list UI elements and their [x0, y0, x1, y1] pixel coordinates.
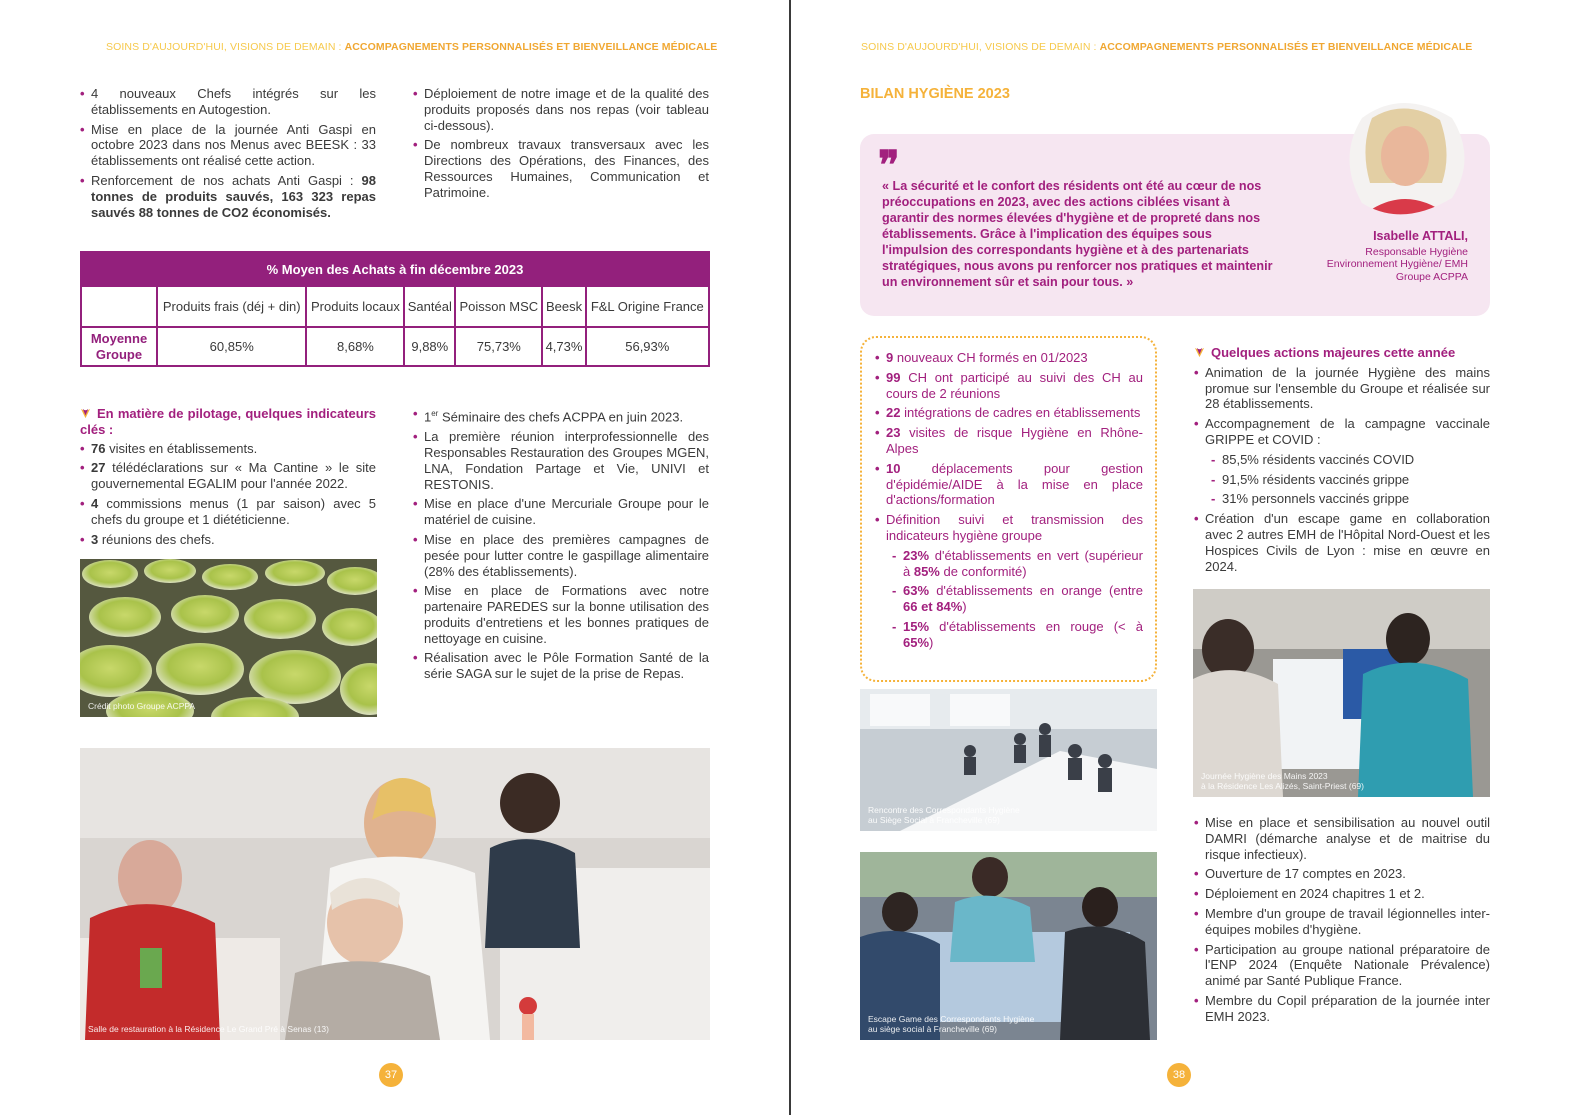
col-header: Beesk: [542, 286, 585, 327]
running-header: SOINS D'AUJOURD'HUI, VISIONS DE DEMAIN : ACCOMPAGNEMENTS PERSONNALISÉS ET BIENVEILLANCE MÉDICALE: [861, 41, 1473, 53]
list-item: • 9 nouveaux CH formés en 01/2023: [875, 350, 1143, 366]
table-cell: 75,73%: [455, 327, 542, 366]
salads-image: [80, 559, 377, 717]
actions-heading: Quelques actions majeures cette année: [1194, 345, 1490, 361]
photo-hand-hygiene: [1193, 589, 1490, 797]
table-cell: 8,68%: [306, 327, 404, 366]
achats-table: [80, 251, 710, 367]
list-item: • 27 télédéclarations sur « Ma Cantine » le site gouvernemental EGALIM pour l'année 2022.: [80, 460, 376, 492]
photo-caption: Crédit photo Groupe ACPPA: [88, 700, 196, 711]
list-item: • Mise en place de Formations avec notre partenaire PAREDES sur la bonne utilisation des produits d'entretiens et les bonnes pratiques de nettoyage en cuisine.: [413, 583, 709, 646]
list-item: • Déploiement de notre image et de la qualité des produits proposés dans nos repas (voir tableau ci-dessous).: [413, 86, 709, 133]
list-item: • Membre d'un groupe de travail légionnelles inter-équipes mobiles d'hygiène.: [1194, 906, 1490, 938]
intro-list-2: [413, 86, 709, 205]
page-divider: [789, 0, 791, 1115]
table-cell: 9,88%: [404, 327, 455, 366]
list-item: • Membre du Copil préparation de la journée inter EMH 2023.: [1194, 993, 1490, 1025]
quote-text: « La sécurité et le confort des résidents ont été au cœur de nos préoccupations en 2023, avec des actions ciblées visant à garantir des normes élevées d'hygiène et de propreté dans nos établissements. Grâce à l'implication des équipes sous l'impulsion des correspondants hygiène et à des partenariats stratégiques, nous avons pu renforcer nos pratiques et maintenir un environnement sûr et sain pour tous. »: [882, 179, 1273, 289]
col-header: Santéal: [404, 286, 455, 327]
running-header: SOINS D'AUJOURD'HUI, VISIONS DE DEMAIN : ACCOMPAGNEMENTS PERSONNALISÉS ET BIENVEILLANCE MÉDICALE: [106, 41, 718, 53]
list-subitem: - 63% d'établissements en orange (entre 66 et 84%): [875, 583, 1143, 615]
list-item: • 3 réunions des chefs.: [80, 532, 376, 548]
list-item: • 23 visites de risque Hygiène en Rhône-Alpes: [875, 425, 1143, 457]
list-item: • 10 déplacements pour gestion d'épidémie/AIDE à la mise en place d'actions/formation: [875, 461, 1143, 508]
actions-list-2: [1194, 815, 1490, 1029]
page-number: 38: [1167, 1063, 1191, 1087]
hand-hygiene-image: [1193, 589, 1490, 797]
list-item: • Définition suivi et transmission des indicateurs hygiène groupe: [875, 512, 1143, 544]
list-subitem: - 23% d'établissements en vert (supérieur à 85% de conformité): [875, 548, 1143, 580]
photo-caption: Salle de restauration à la Résidence Le Grand Pré à Senas (13): [88, 1023, 329, 1034]
quote-author: Isabelle ATTALI, Responsable Hygiène Environnement Hygiène/ EMH Groupe ACPPA: [1326, 229, 1468, 283]
col-header: Poisson MSC: [455, 286, 542, 327]
page-37: [0, 0, 790, 1115]
list-subitem: - 85,5% résidents vaccinés COVID: [1194, 452, 1490, 468]
photo-salads: [80, 559, 377, 717]
stats-list: [875, 350, 1143, 655]
portrait-avatar: [1342, 98, 1468, 220]
list-item: • La première réunion interprofessionnelle des Responsables Restauration des Groupes MGEN, LNA, Fondation Partage et Vie, UNIVI et RESTONIS.: [413, 429, 709, 492]
col-header: Produits locaux: [306, 286, 404, 327]
photo-caption: Rencontre des Correspondants Hygiène au Siège Social à Francheville (69): [868, 805, 1020, 825]
photo-caption: Journée Hygiène des Mains 2023 à la Résidence Les Alizés, Saint-Priest (69): [1201, 771, 1364, 791]
list-item: • Participation au groupe national préparatoire de l'ENP 2024 (Enquête Nationale Prévalence) animé par Santé Publique France.: [1194, 942, 1490, 989]
list-item: • Mise en place et sensibilisation au nouvel outil DAMRI (démarche analyse et de maitrise du risque infectieux).: [1194, 815, 1490, 862]
list-item: • Mise en place des premières campagnes de pesée pour lutter contre le gaspillage alimentaire (28% des établissements).: [413, 532, 709, 579]
table-cell: 4,73%: [542, 327, 585, 366]
list-item: • Animation de la journée Hygiène des mains promue sur l'ensemble du Groupe et réalisée sur 28 établissements.: [1194, 365, 1490, 412]
list-item: • 1er Séminaire des chefs ACPPA en juin 2023.: [413, 406, 709, 425]
list-item: • Renforcement de nos achats Anti Gaspi : 98 tonnes de produits sauvés, 163 323 repas sauvés 88 tonnes de CO2 économisés.: [80, 173, 376, 220]
list-subitem: - 15% d'établissements en rouge (< à 65%): [875, 619, 1143, 651]
bullet-logo-icon: [1194, 347, 1205, 358]
bullet-logo-icon: [80, 408, 91, 419]
restaurant-image: [80, 748, 710, 1040]
quote-mark-icon: ❞: [878, 142, 900, 189]
photo-escape-game: [860, 852, 1157, 1040]
list-item: • Mise en place d'une Mercuriale Groupe pour le matériel de cuisine.: [413, 496, 709, 528]
photo-restaurant: [80, 748, 710, 1040]
list-subitem: - 31% personnels vaccinés grippe: [1194, 491, 1490, 507]
table-caption: % Moyen des Achats à fin décembre 2023: [81, 252, 709, 286]
list-item: • De nombreux travaux transversaux avec les Directions des Opérations, des Finances, des Ressources Humaines, Communication et Patrimoine.: [413, 137, 709, 200]
actions-section: [1194, 345, 1490, 578]
list-item: • 4 nouveaux Chefs intégrés sur les établissements en Autogestion.: [80, 86, 376, 118]
col-header: Produits frais (déj + din): [157, 286, 306, 327]
section-title: BILAN HYGIÈNE 2023: [860, 86, 1010, 102]
list-item: • 4 commissions menus (1 par saison) avec 5 chefs du groupe et 1 diététicienne.: [80, 496, 376, 528]
escape-game-image: [860, 852, 1157, 1040]
list-subitem: - 91,5% résidents vaccinés grippe: [1194, 472, 1490, 488]
table-cell: 60,85%: [157, 327, 306, 366]
list-item: • Mise en place de la journée Anti Gaspi en octobre 2023 dans nos Menus avec BEESK : 33 établissements ont réalisé cette action.: [80, 122, 376, 169]
table-cell: 56,93%: [586, 327, 709, 366]
table-corner: [81, 286, 157, 327]
photo-caption: Escape Game des Correspondants Hygiène au siège social à Francheville (69): [868, 1014, 1035, 1034]
page-number: 37: [379, 1063, 403, 1087]
chefs-list: [413, 406, 709, 686]
list-item: • 99 CH ont participé au suivi des CH au cours de 2 réunions: [875, 370, 1143, 402]
intro-list-1: [80, 86, 376, 224]
col-header: F&L Origine France: [586, 286, 709, 327]
pilotage-heading: En matière de pilotage, quelques indicateurs clés :: [80, 406, 376, 437]
list-item: • Ouverture de 17 comptes en 2023.: [1194, 866, 1490, 882]
page-38: [792, 0, 1582, 1115]
list-item: • 22 intégrations de cadres en établissements: [875, 405, 1143, 421]
pilotage-section: [80, 406, 376, 551]
list-item: • Réalisation avec le Pôle Formation Santé de la série SAGA sur le sujet de la prise de Repas.: [413, 650, 709, 682]
photo-meeting: [860, 689, 1157, 831]
list-item: • Création d'un escape game en collaboration avec 2 autres EMH de l'Hôpital Nord-Ouest et les Hospices Civils de Lyon : mise en œuvre en 2024.: [1194, 511, 1490, 574]
list-item: • 76 visites en établissements.: [80, 441, 376, 457]
list-item: • Accompagnement de la campagne vaccinale GRIPPE et COVID :: [1194, 416, 1490, 448]
list-item: • Déploiement en 2024 chapitres 1 et 2.: [1194, 886, 1490, 902]
row-header: Moyenne Groupe: [81, 327, 157, 366]
